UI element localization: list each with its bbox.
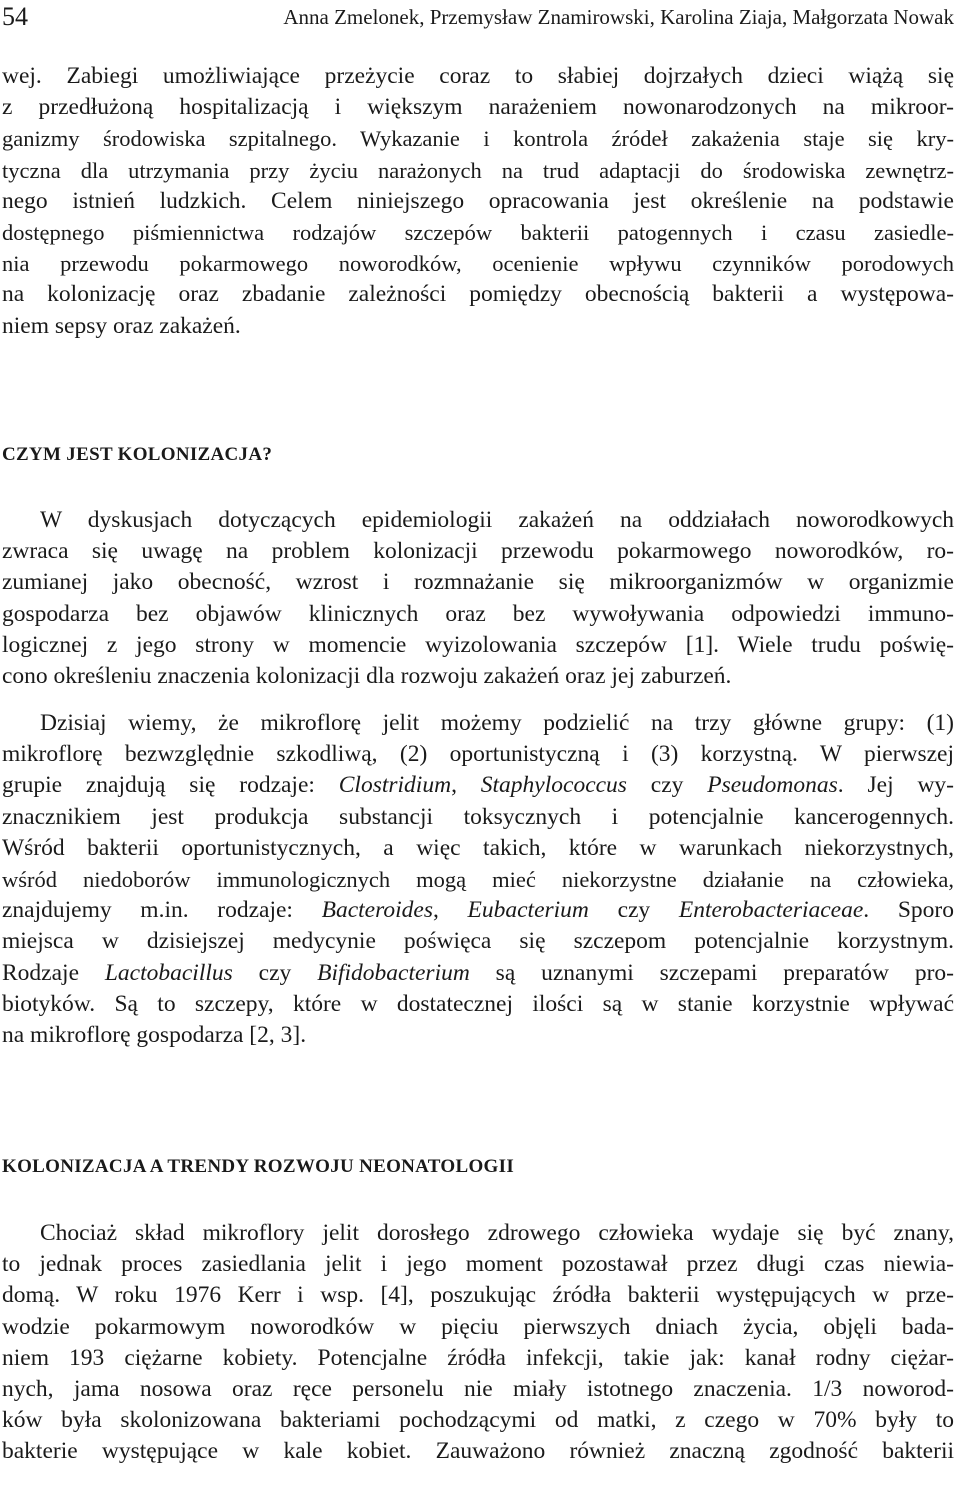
text-line <box>2 895 954 926</box>
text-segment: grupie znajdują się rodzaje: <box>2 772 339 799</box>
text-line: nego istnień ludzkich. Celem niniejszego opracowania jest określenie na podstawie <box>2 187 954 214</box>
text-segment: są uznanymi szczepami preparatów pro- <box>469 959 954 986</box>
text-line <box>2 958 954 989</box>
text-line: niem sepsy oraz zakażeń. <box>2 312 241 339</box>
section-heading: KOLONIZACJA A TRENDY ROZWOJU NEONATOLOGII <box>2 1156 515 1177</box>
section-heading: CZYM JEST KOLONIZACJA? <box>2 444 273 465</box>
text-line: miejsca w dzisiejszej medycynie poświęca się szczepom potencjalnie korzystnym. <box>2 928 954 955</box>
text-segment: . Jej wy- <box>837 772 954 799</box>
text-segment: , <box>432 897 468 924</box>
text-line: na mikroflorę gospodarza [2, 3]. <box>2 1021 307 1048</box>
genus-name: Clostridium <box>338 772 452 799</box>
text-line: zumianej jako obecność, wzrost i rozmnażanie się mikroorganizmów w organizmie <box>2 569 954 596</box>
text-line: Chociaż skład mikroflory jelit dorosłego zdrowego człowieka wydaje się być znany, <box>40 1220 954 1246</box>
text-segment: , <box>451 772 481 799</box>
section2-paragraph-1 <box>2 1218 954 1468</box>
text-line: dostępnego piśmiennictwa rodzajów szczepów bakterii patogennych i czasu zasiedle- <box>2 219 954 245</box>
text-line: nych, jama nosowa oraz ręce personelu nie miały istotnego znaczenia. 1/3 noworod- <box>2 1375 954 1402</box>
text-line: to jednak proces zasiedlania jelit i jego moment pozostawał przez długi czas niewia- <box>2 1251 954 1278</box>
text-line: bakterie występujące w kale kobiet. Zauważono również znaczną zgodność bakterii <box>2 1438 954 1465</box>
text-segment: czy <box>626 772 708 799</box>
text-line: wej. Zabiegi umożliwiające przeżycie coraz to słabiej dojrzałych dzieci wiążą się <box>2 63 954 89</box>
genus-name: Lactobacillus <box>104 959 233 986</box>
section1-paragraph-2 <box>2 708 954 1051</box>
genus-name: Staphylococcus <box>480 772 627 799</box>
running-head <box>2 2 954 36</box>
text-segment: znajdujemy m.in. rodzaje: <box>2 897 322 924</box>
genus-name: Eubacterium <box>467 897 589 924</box>
text-segment: . Sporo <box>863 897 954 924</box>
text-line: z przedłużoną hospitalizacją i większym narażeniem nowonarodzonych na mikroor- <box>2 94 954 121</box>
section1-paragraph-1 <box>2 505 954 692</box>
text-line: gospodarza bez objawów klinicznych oraz bez wywoływania odpowiedzi immuno- <box>2 600 954 627</box>
text-segment: czy <box>588 897 679 924</box>
text-line: domą. W roku 1976 Kerr i wsp. [4], poszukując źródła bakterii występujących w prze- <box>2 1282 954 1309</box>
text-line: ków była skolonizowana bakteriami pochodzącymi od matki, z czego w 70% były to <box>2 1407 954 1434</box>
intro-paragraph <box>2 61 954 342</box>
page-number: 54 <box>2 2 28 31</box>
text-line <box>2 770 954 801</box>
text-line: W dyskusjach dotyczących epidemiologii zakażeń na oddziałach noworodkowych <box>40 507 954 533</box>
text-line: mikroflorę bezwzględnie szkodliwą, (2) oportunistyczną i (3) korzystną. W pierwszej <box>2 741 954 768</box>
genus-name: Enterobacteriaceae <box>678 897 864 924</box>
text-line: wodzie pokarmowym noworodków w pięciu pierwszych dniach życia, objęli bada- <box>2 1313 954 1340</box>
text-segment: czy <box>232 959 318 986</box>
text-line: Wśród bakterii oportunistycznych, a więc takich, które w warunkach niekorzystnych, <box>2 834 954 861</box>
text-line: zwraca się uwagę na problem kolonizacji przewodu pokarmowego noworodków, ro- <box>2 538 954 565</box>
text-line: wśród niedoborów immunologicznych mogą mieć niekorzystne działanie na człowieka, <box>2 866 954 892</box>
text-line: nia przewodu pokarmowego noworodków, ocenienie wpływu czynników porodowych <box>2 251 954 277</box>
text-line: logicznej z jego strony w momencie wyizolowania szczepów [1]. Wiele trudu poświę- <box>2 631 954 658</box>
text-line: biotyków. Są to szczepy, które w dostatecznej ilości są w stanie korzystnie wpływać <box>2 990 954 1017</box>
text-line: niem 193 ciężarne kobiety. Potencjalne źródła infekcji, takie jak: kanał rodny ciężar- <box>2 1344 954 1371</box>
text-line: Dzisiaj wiemy, że mikroflorę jelit możemy podzielić na trzy główne grupy: (1) <box>40 710 954 736</box>
text-line: cono określeniu znaczenia kolonizacji dla rozwoju zakażeń oraz jej zaburzeń. <box>2 662 732 689</box>
text-line: znacznikiem jest produkcja substancji toksycznych i potencjalnie kancerogennych. <box>2 803 954 830</box>
running-head-authors: Anna Zmelonek, Przemysław Znamirowski, Karolina Ziaja, Małgorzata Nowak <box>283 5 954 29</box>
text-line: na kolonizację oraz zbadanie zależności pomiędzy obecnością bakterii a występowa- <box>2 281 954 308</box>
text-segment: Rodzaje <box>2 959 105 986</box>
text-line: tyczna dla utrzymania przy życiu narażonych na trud adaptacji do środowiska zewnętrz- <box>2 157 954 183</box>
genus-name: Pseudomonas <box>707 772 838 799</box>
genus-name: Bacteroides <box>321 897 433 924</box>
text-line: ganizmy środowiska szpitalnego. Wykazanie i kontrola źródeł zakażenia staje się kry- <box>2 126 954 152</box>
genus-name: Bifidobacterium <box>317 959 470 986</box>
document-page <box>2 0 954 1492</box>
